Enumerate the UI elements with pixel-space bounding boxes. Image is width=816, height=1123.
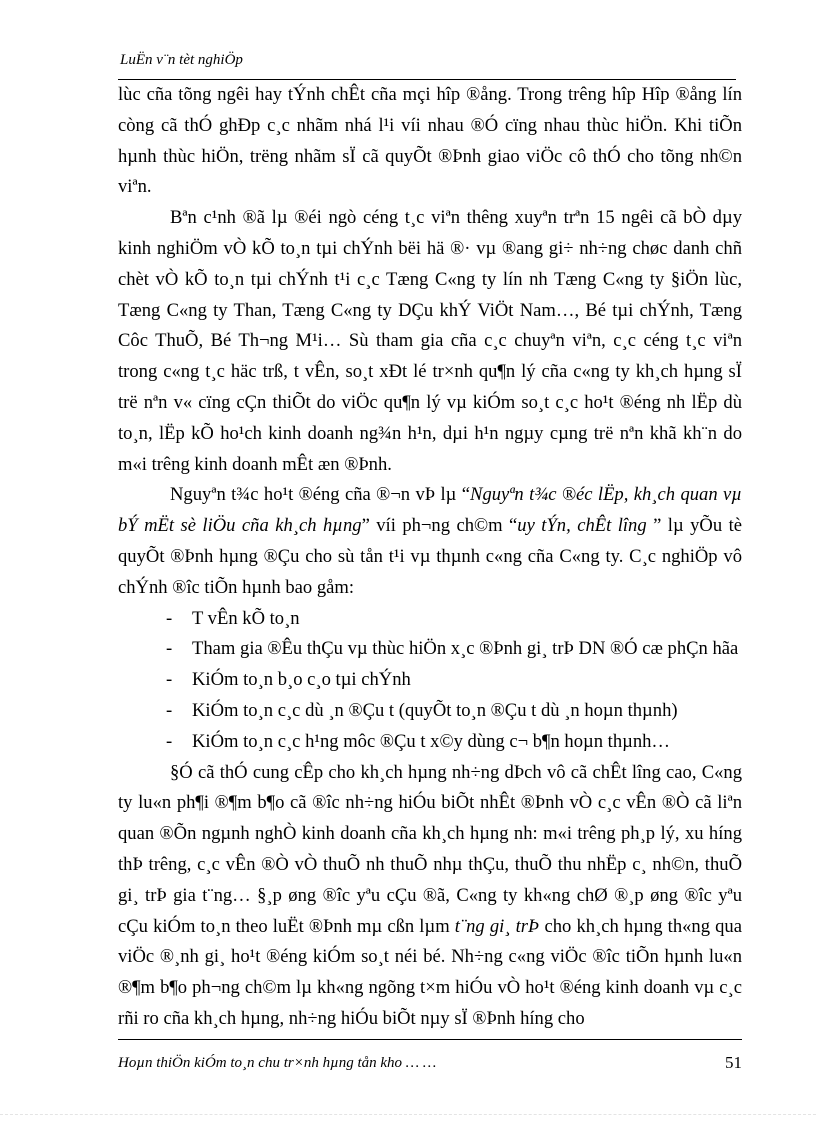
paragraph-2: Bªn c¹nh ®ã lµ ®éi ngò céng t¸c viªn thêng xuyªn trªn 15 ngêi cã bÒ dµy kinh nghiÖm vÒ kÕ to¸n tµi chÝnh bëi hä ®· vµ ®ang gi÷ nh÷ng chøc danh chñ chèt vÒ kÕ to¸n tµi chÝnh t¹i c¸c Tæng C«ng ty lín nh Tæng C«ng ty §iÖn lùc, Tæng C«ng ty Than, Tæng C«ng ty DÇu khÝ ViÖt Nam…, Bé tµi chÝnh, Tæng Côc ThuÕ, Bé Th¬ng M¹i… Sù tham gia cña c¸c chuyªn viªn, c¸c céng t¸c viªn trong c«ng t¸c häc trß, t vÊn, so¸t xÐt lé tr×nh qu¶n lý cña c«ng ty kh¸ch hµng sÏ trë nªn v« cïng cÇn thiÕt do viÖc qu¶n lý vµ kiÓm so¸t c¸c ho¹t ®éng nh lËp dù to¸n, lËp kÕ ho¹ch kinh doanh ng¾n h¹n, dµi h¹n ngµy cµng trë nªn khã kh¨n do m«i trêng kinh doanh mÊt æn ®Þnh. — [118, 207, 742, 475]
list-bullet: - — [166, 638, 173, 660]
p4-text-start: §Ó cã thÓ cung cÊp cho kh¸ch hµng nh÷ng dÞch vô cã chÊt lîng cao, C«ng ty lu«n ph¶i ®¶m b¶o cã ®îc nh÷ng hiÓu biÕt nhÊt ®Þnh vÒ c¸c vÊn ®Ò cã liªn quan ®Õn ngµnh nghÒ kinh doanh cña kh¸ch hµng nh: m«i trêng ph¸p lý, xu híng thÞ trêng, c¸c vÊn ®Ò vÒ thuÕ nh thuÕ nhµ thÇu, thuÕ thu nhËp c¸ nh©n, thuÕ gi¸ trÞ gia t¨ng… §¸p øng ®îc yªu cÇu ®ã, C«ng ty kh«ng chØ ®¸p øng ®îc yªu cÇu kiÓm to¸n theo luËt ®Þnh mµ cßn lµm — [118, 761, 742, 937]
list-item-text: KiÓm to¸n b¸o c¸o tµi chÝnh — [192, 669, 411, 691]
paragraph-3 — [118, 480, 742, 603]
p4-italic-value: t¨ng gi¸ trÞ — [454, 915, 540, 937]
services-list — [118, 604, 742, 758]
list-item — [118, 634, 742, 665]
page-number: 51 — [725, 1053, 742, 1072]
footer-rule — [118, 1039, 742, 1040]
list-item-text: KiÓm to¸n c¸c dù ¸n ®Çu t (quyÕt to¸n ®Çu t dù ¸n hoµn thµnh) — [192, 699, 678, 721]
paragraph-4 — [118, 758, 742, 1035]
p3-text-start: Nguyªn t¾c ho¹t ®éng cña ®¬n vÞ lµ “ — [170, 484, 471, 506]
list-bullet: - — [166, 607, 173, 629]
p3-text-mid: ” víi ph¬ng ch©m “ — [361, 515, 518, 537]
list-bullet: - — [166, 730, 173, 752]
p4-text-end: cho kh¸ch hµng th«ng qua viÖc ®¸nh gi¸ ho¹t ®éng kiÓm so¸t néi bé. Nh÷ng c«ng viÖc ®îc tiÕn hµnh lu«n ®¶m b¶o ph¬ng ch©m lµ kh«ng ngõng t×m hiÓu vÒ ho¹t ®éng kinh doanh vµ c¸c rñi ro cña kh¸ch hµng, nh÷ng hiÓu biÕt nµy sÏ ®Þnh híng cho — [118, 915, 742, 1029]
p3-italic-principle: Nguyªn t¾c ®éc lËp, kh¸ch quan vµ bÝ mËt sè liÖu cña kh¸ch hµng — [118, 484, 742, 537]
p3-italic-motto: uy tÝn, chÊt lîng — [517, 515, 647, 537]
list-item — [118, 727, 742, 758]
list-bullet: - — [166, 669, 173, 691]
running-footer: Hoµn thiÖn kiÓm to¸n chu tr×nh hµng tån kho … … — [118, 1055, 437, 1071]
body-text — [118, 80, 742, 1035]
list-item — [118, 696, 742, 727]
list-item — [118, 604, 742, 635]
page-edge-divider — [0, 1114, 816, 1115]
p3-text-end: ” lµ yÕu tè quyÕt ®Þnh hµng ®Çu cho sù tån t¹i vµ thµnh c«ng cña C«ng ty. C¸c nghiÖp vô chÝnh ®îc tiÕn hµnh bao gåm: — [118, 515, 742, 598]
paragraph-1: lùc cña tõng ngêi hay tÝnh chÊt cña mçi hîp ®ång. Trong trêng hîp Hîp ®ång lín còng cã thÓ ghÐp c¸c nhãm nhá l¹i víi nhau ®Ó cïng nhau thùc hiÖn. Khi tiÕn hµnh thùc hiÖn, trëng nhãm sÏ cã quyÕt ®Þnh giao viÖc cô thÓ cho tõng nh©n viªn. — [118, 84, 742, 198]
list-item-text: T vÊn kÕ to¸n — [192, 607, 300, 629]
list-item-text: Tham gia ®Êu thÇu vµ thùc hiÖn x¸c ®Þnh gi¸ trÞ DN ®Ó cæ phÇn hãa — [192, 638, 739, 660]
list-item-text: KiÓm to¸n c¸c h¹ng môc ®Çu t x©y dùng c¬ b¶n hoµn thµnh… — [192, 730, 671, 752]
list-bullet: - — [166, 699, 173, 721]
running-header: LuËn v¨n tèt nghiÖp — [120, 52, 243, 68]
list-item — [118, 665, 742, 696]
